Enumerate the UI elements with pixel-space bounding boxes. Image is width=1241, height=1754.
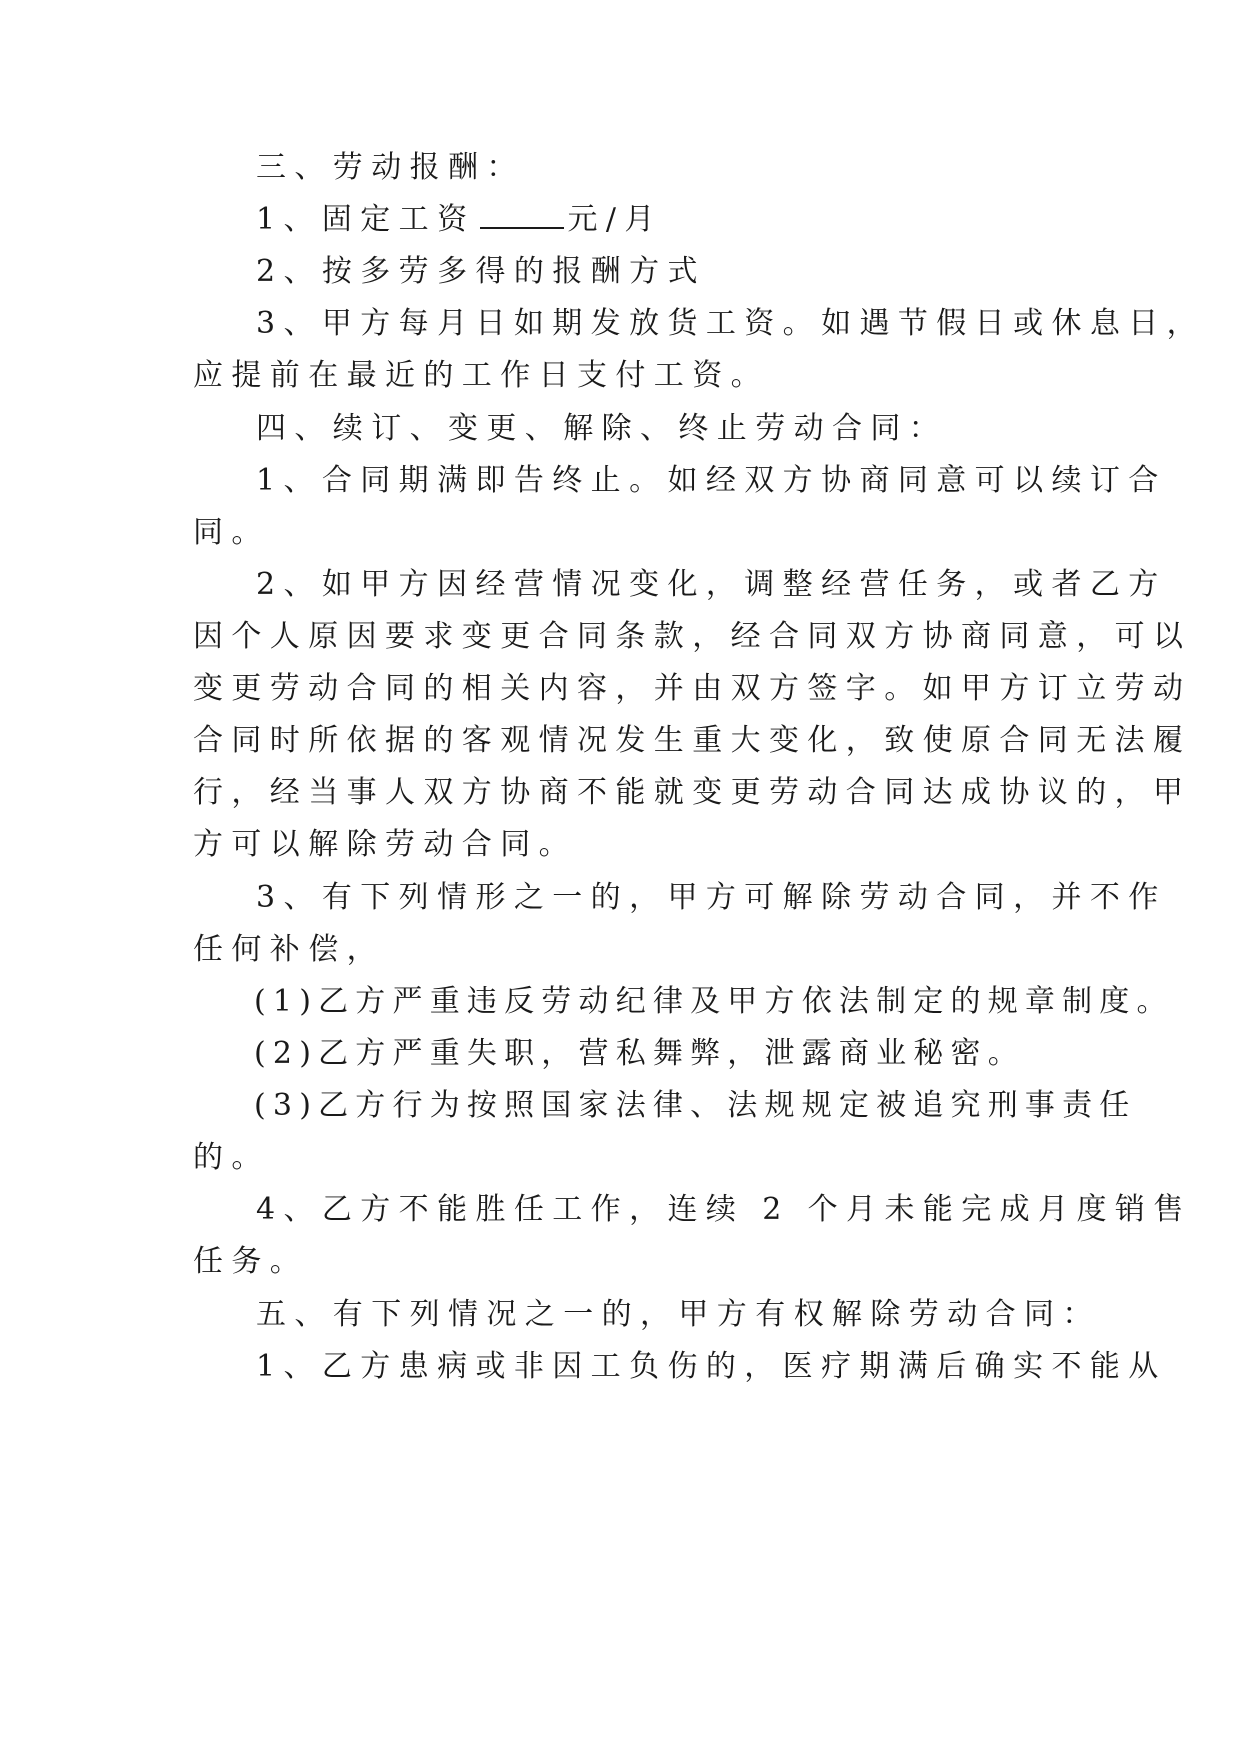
paragraph-expiry: 1、合同期满即告终止。如经双方协商同意可以续订合 <box>256 463 1167 498</box>
paragraph-fixed-salary <box>256 198 663 242</box>
list-item-3-cont: 的。 <box>193 1140 270 1175</box>
salary-blank-line <box>480 205 564 229</box>
salary-unit: 元/月 <box>567 202 663 237</box>
paragraph-change: 2、如甲方因经营情况变化，调整经营任务，或者乙方 <box>256 567 1167 602</box>
paragraph-change-cont-5: 方可以解除劳动合同。 <box>193 827 577 862</box>
paragraph-change-cont-1: 因个人原因要求变更合同条款，经合同双方协商同意，可以 <box>193 619 1192 654</box>
paragraph-termination-no-comp: 3、有下列情形之一的，甲方可解除劳动合同，并不作 <box>256 880 1167 915</box>
paragraph-pay-date: 3、甲方每月日如期发放货工资。如遇节假日或休息日， <box>256 306 1206 341</box>
paragraph-incompetence-cont: 任务。 <box>193 1244 309 1279</box>
list-item-1: (1)乙方严重违反劳动纪律及甲方依法制定的规章制度。 <box>254 984 1174 1019</box>
section-heading-right-to-terminate: 五、有下列情况之一的，甲方有权解除劳动合同： <box>256 1297 1101 1332</box>
paragraph-pay-method: 2、按多劳多得的报酬方式 <box>256 254 706 289</box>
fixed-salary-label: 1、固定工资 <box>256 202 476 237</box>
paragraph-illness: 1、乙方患病或非因工负伤的，医疗期满后确实不能从 <box>256 1349 1167 1384</box>
paragraph-change-cont-3: 合同时所依据的客观情况发生重大变化，致使原合同无法履 <box>193 723 1192 758</box>
section-heading-contract-changes: 四、续订、变更、解除、终止劳动合同： <box>256 411 948 446</box>
paragraph-change-cont-2: 变更劳动合同的相关内容，并由双方签字。如甲方订立劳动 <box>193 671 1192 706</box>
paragraph-change-cont-4: 行，经当事人双方协商不能就变更劳动合同达成协议的，甲 <box>193 775 1192 810</box>
paragraph-incompetence: 4、乙方不能胜任工作，连续 2 个月未能完成月度销售 <box>256 1192 1192 1227</box>
paragraph-expiry-cont: 同。 <box>193 515 270 550</box>
list-item-2: (2)乙方严重失职，营私舞弊，泄露商业秘密。 <box>254 1036 1025 1071</box>
list-item-3: (3)乙方行为按照国家法律、法规规定被追究刑事责任 <box>254 1088 1137 1123</box>
paragraph-pay-date-cont: 应提前在最近的工作日支付工资。 <box>193 358 769 393</box>
section-heading-remuneration: 三、劳动报酬： <box>256 150 525 185</box>
paragraph-termination-no-comp-cont: 任何补偿， <box>193 932 385 967</box>
